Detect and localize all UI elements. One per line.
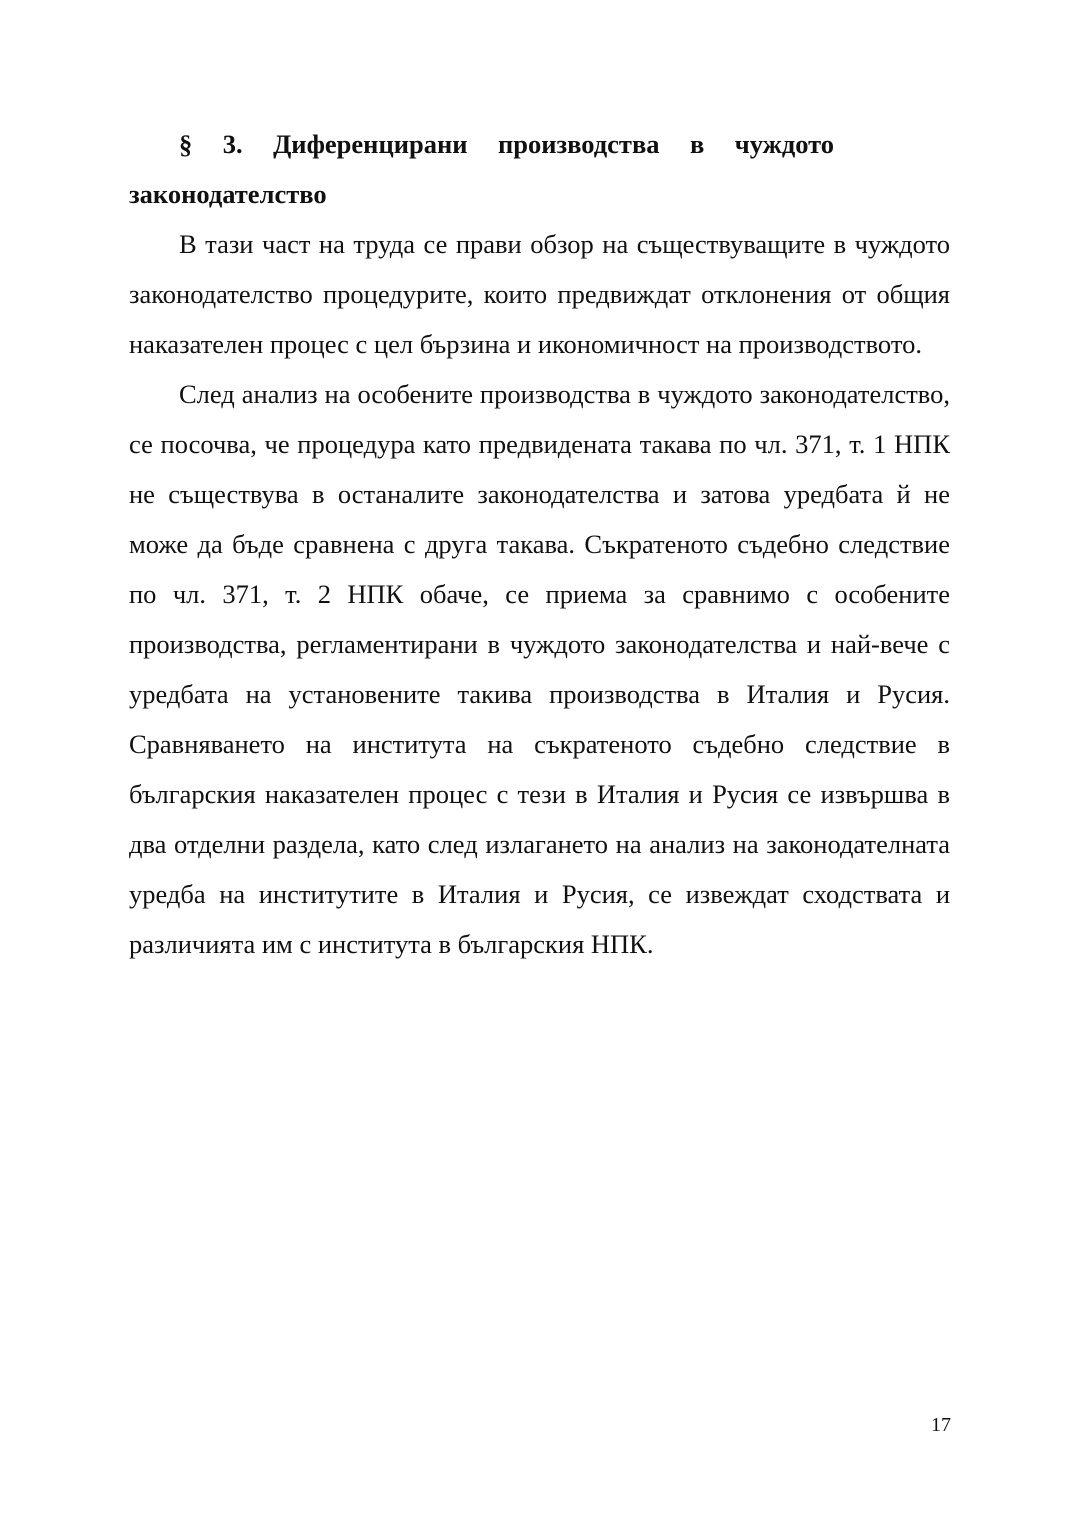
page-number: 17 — [931, 1414, 951, 1436]
section-heading — [129, 119, 950, 219]
paragraph-analysis: След анализ на особените производства в чуждото законодателство, се посочва, че процедура като предвидената такава по чл. 371, т. 1 НПК не съществува в останалите законодателства и затова уредбата й не може да бъде сравнена с друга такава. Съкратеното съдебно следствие по чл. 371, т. 2 НПК обаче, се приема за сравнимо с особените производства, регламентирани в чуждото законодателства и най-вече с уредбата на установените такива производства в Италия и Русия. Сравняването на института на съкратеното съдебно следствие в българския наказателен процес с тези в Италия и Русия се извършва в два отделни раздела, като след излагането на анализ на законодателната уредба на институтите в Италия и Русия, се извеждат сходствата и различията им с института в българския НПК. — [129, 379, 950, 959]
section-heading-line2: законодателство — [129, 179, 327, 209]
paragraph-intro: В тази част на труда се прави обзор на съществуващите в чуждото законодателство процедурите, които предвиждат отклонения от общия наказателен процес с цел бързина и икономичност на производството. — [129, 229, 950, 359]
page-content — [129, 119, 950, 969]
section-heading-line1: § 3. Диференцирани производства в чуждото — [179, 129, 835, 159]
